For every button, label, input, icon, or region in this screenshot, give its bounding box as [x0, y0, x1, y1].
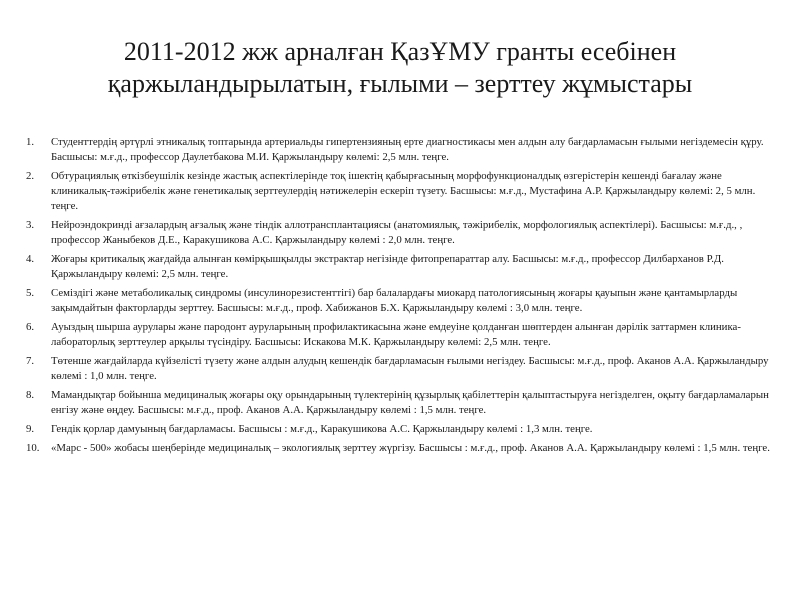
slide-title	[60, 36, 740, 100]
list-item-number: 3.	[26, 219, 35, 232]
list-item	[26, 422, 776, 437]
list-item-number: 9.	[26, 423, 35, 436]
research-projects-list	[26, 135, 776, 460]
list-item-number: 4.	[26, 253, 35, 266]
list-item-text: Мамандықтар бойынша медициналық жоғары оқу орындарының түлектерінің құзырлық қабілеттерін қалыптастыруға негізделген, оқыту бағдарламаларын енгізу және өңдеу. Басшысы: м.ғ.д., проф. Аканов А.А. Қаржыландыру көлемі : 1,5 млн. теңге.	[51, 389, 769, 417]
list-item	[26, 388, 776, 418]
slide-title-line-1: 2011-2012 жж арналған ҚазҰМУ гранты есебінен	[123, 37, 677, 66]
list-item-text: Ауыздың шырша аурулары және пародонт ауруларының профилактикасына және емдеуіне қолданған шөптерден алынған дәрілік заттармен клиника-лабораторлық зерттеулер арқылы түсіндіру. Басшысы: Искакова М.К. Қаржыландыру көлемі: 2,5 млн. теңге.	[51, 321, 741, 349]
list-item-text: Гендік қорлар дамуының бағдарламасы. Басшысы : м.ғ.д., Каракушикова А.С. Қаржыландыру көлемі : 1,3 млн. теңге.	[51, 423, 593, 436]
list-item-number: 10.	[26, 442, 40, 454]
list-item	[26, 320, 776, 350]
list-item-number: 6.	[26, 321, 35, 334]
list-item	[26, 252, 776, 282]
list-item-text: Семіздігі және метаболикалық синдромы (инсулинорезистенттігі) бар балалардағы миокард патологиясының жоғары қауыпын және қантамырларды зақымдайтын факторларды зерттеу. Басшысы: м.ғ.д., проф. Хабижанов Б.Х. Қаржыландыру көлемі : 3,0 млн. теңге.	[51, 287, 738, 315]
list-item	[26, 218, 776, 248]
list-item-text: Жоғары критикалық жағдайда алынған көмірқышқылды экстрактар негізінде фитопрепараттар алу. Басшысы: м.ғ.д., профессор Дилбарханов Р.Д. Қаржыландыру көлемі: 2,5 млн. теңге.	[51, 253, 725, 281]
list-item	[26, 286, 776, 316]
list-item-number: 7.	[26, 355, 35, 368]
slide-title-line-2: қаржыландырылатын, ғылыми – зерттеу жұмыстары	[107, 69, 693, 98]
list-item	[26, 169, 776, 215]
list-item-text: Студенттердің әртүрлі этникалық топтарында артериальды гипертензияның ерте диагностикасы мен алдын алу бағдарламасын ғылыми негіздемесін құру. Басшысы: м.ғ.д., профессор Даулетбакова М.И. Қаржыландыру көлемі: 2,5 млн. теңге.	[51, 136, 764, 164]
list-item	[26, 354, 776, 384]
list-item-text: Төтенше жағдайларда күйзелісті түзету және алдын алудың кешендік бағдарламасын ғылыми негіздеу. Басшысы: м.ғ.д., проф. Аканов А.А. Қаржыландыру көлемі : 1,0 млн. теңге.	[51, 355, 769, 383]
list-item	[26, 441, 776, 456]
list-item	[26, 135, 776, 165]
list-item-number: 5.	[26, 287, 35, 300]
list-item-number: 2.	[26, 170, 35, 182]
list-item-text: «Марс - 500» жобасы шеңберінде медициналық – экологиялық зерттеу жүргізу. Басшысы : м.ғ.д., проф. Аканов А.А. Қаржыландыру көлемі : 1,5 млн. теңге.	[51, 442, 770, 454]
list-item-text: Обтурациялық өткізбеушілік кезінде жастық аспектілерінде тоқ ішектің қабырғасының морфофункционалдық өзгерістерін кешенді бағалау және клиникалық-тәжірибелік және генетикалық зерттеулердің нәтижелерін ескеріп түзету. Басшысы: м.ғ.д., Мустафина А.Р. Қаржыландыру көлемі: 2, 5 млн. теңге.	[51, 170, 756, 213]
list-item-number: 8.	[26, 389, 35, 402]
list-item-number: 1.	[26, 136, 35, 148]
list-item-text: Нейроэндокринді ағзалардың ағзалық және тіндік аллотрансплантациясы (анатомиялық, тәжірибелік, морфологиялық аспектілері). Басшысы: м.ғ.д., , профессор Жаныбеков Д.Е., Каракушикова А.С. Қаржыландыру көлемі : 2,0 млн. теңге.	[51, 219, 743, 247]
